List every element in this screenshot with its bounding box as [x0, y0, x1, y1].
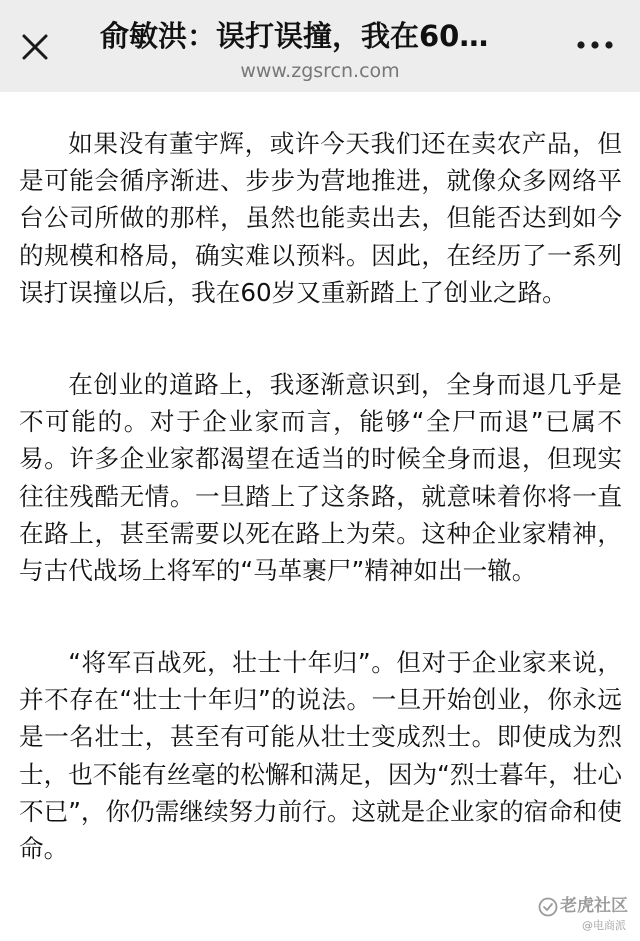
top-bar — [0, 0, 640, 92]
article-paragraph: 在创业的道路上，我逐渐意识到，全身而退几乎是不可能的。对于企业家而言，能够“全尸而退”已属不易。许多企业家都渴望在适当的时候全身而退，但现实往往残酷无情。一旦踏上了这条路，就意味着你将一直在路上，甚至需要以死在路上为荣。这种企业家精神，与古代战场上将军的“马革裹尸”精神如出一辙。 — [19, 370, 622, 586]
watermark-text: 老虎社区 — [560, 896, 628, 916]
watermark — [538, 893, 638, 937]
article-paragraph: 如果没有董宇辉，或许今天我们还在卖农产品，但是可能会循序渐进、步步为营地推进，就像众多网络平台公司所做的那样，虽然也能卖出去，但能否达到如今的规模和格局，确实难以预料。因此，在经历了一系列误打误撞以后，我在60岁又重新踏上了创业之路。 — [19, 129, 622, 307]
article-body — [0, 92, 640, 941]
watermark-subtext: @电商派 — [582, 919, 626, 932]
page-domain: www.zgsrcn.com — [240, 60, 400, 82]
tiger-community-icon — [538, 897, 558, 917]
article-paragraph: “将军百战死，壮士十年归”。但对于企业家来说，并不存在“壮士十年归”的说法。一旦开始创业，你永远是一名壮士，甚至有可能从壮士变成烈士。即使成为烈士，也不能有丝毫的松懈和满足，因为“烈士暮年，壮心不已”，你仍需继续努力前行。这就是企业家的宿命和使命。 — [19, 648, 622, 864]
page-title: 俞敏洪：误打误撞，我在60… — [100, 19, 489, 53]
more-icon — [570, 30, 620, 60]
more-button[interactable] — [570, 30, 620, 60]
